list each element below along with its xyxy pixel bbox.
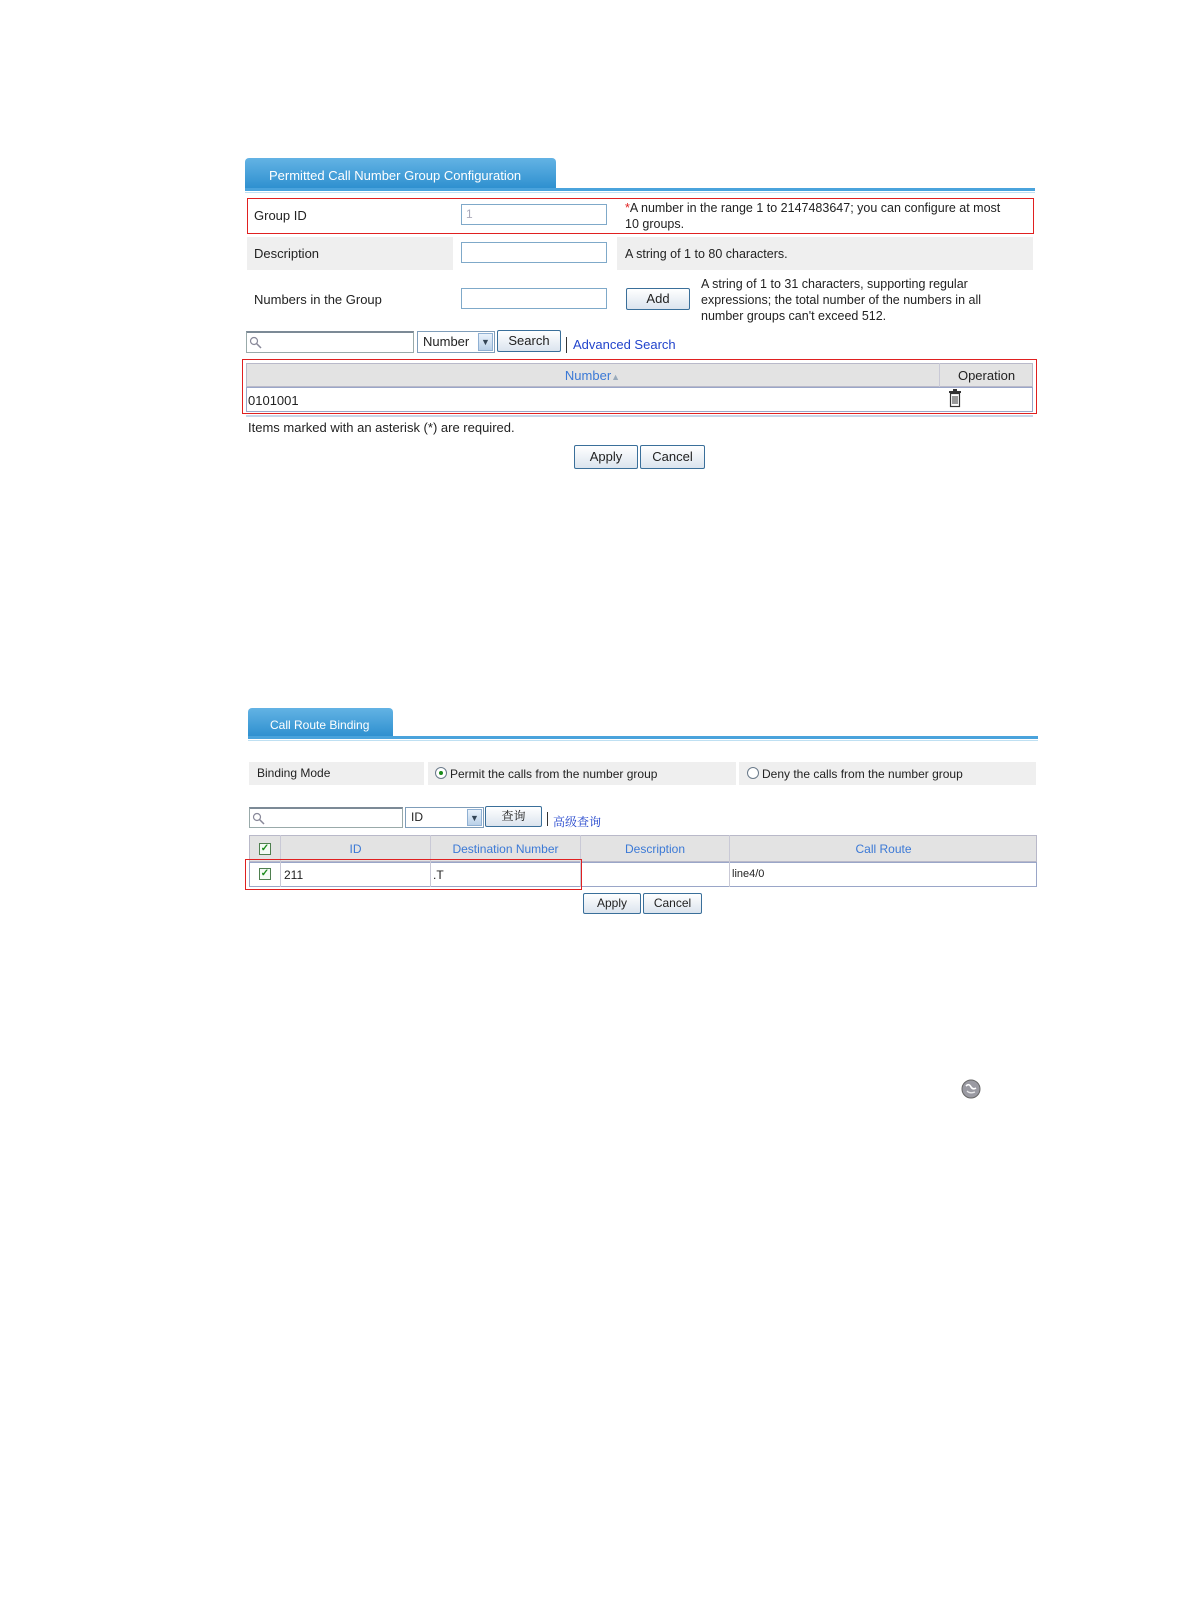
numbers-hint	[701, 276, 1031, 324]
number-search-input[interactable]	[246, 331, 414, 353]
search-button[interactable]: Search	[497, 330, 561, 352]
search-icon	[252, 812, 266, 826]
cancel-button[interactable]: Cancel	[640, 445, 705, 469]
group-id-hint-line2: 10 groups.	[625, 217, 685, 231]
binding-mode-label: Binding Mode	[257, 766, 331, 780]
route-advanced-search-link[interactable]: 高级查询	[553, 815, 602, 829]
binding-cancel-button[interactable]: Cancel	[643, 893, 702, 914]
permit-label: Permit the calls from the number group	[450, 767, 658, 781]
table-bottom-line	[246, 415, 1033, 417]
advanced-search-link[interactable]: Advanced Search	[573, 337, 676, 352]
group-id-hint-line1: A number in the range 1 to 2147483647; you can configure at most	[629, 201, 1001, 215]
highlight-group-id	[247, 198, 1034, 234]
chevron-down-icon: ▼	[478, 333, 493, 351]
col-route-header[interactable]: Call Route	[855, 842, 912, 856]
route-search-field-value: ID	[411, 810, 423, 824]
highlight-binding-row	[245, 859, 582, 890]
numbers-hint-line1: A string of 1 to 31 characters, supporting regular	[701, 277, 968, 291]
col-desc-header[interactable]: Description	[624, 842, 686, 856]
id-cell: 211	[284, 868, 304, 882]
dest-cell: .T	[433, 868, 444, 882]
radio-selected-dot	[439, 771, 443, 775]
tab-underline	[248, 736, 1038, 739]
search-icon	[249, 336, 263, 350]
apply-button[interactable]: Apply	[574, 445, 638, 469]
chevron-down-icon: ▼	[467, 809, 482, 826]
binding-mode-gap2	[736, 762, 739, 785]
tab-group-config-label: Permitted Call Number Group Configuration	[269, 168, 522, 183]
description-hint: A string of 1 to 80 characters.	[625, 247, 788, 261]
tab-underline-light	[248, 740, 1038, 741]
tab-call-route-binding[interactable]	[248, 708, 393, 737]
group-id-input[interactable]: 1	[461, 204, 607, 225]
description-label: Description	[254, 246, 320, 261]
col-divider	[729, 862, 730, 887]
route-search-field-select[interactable]	[405, 807, 484, 828]
route-search-button[interactable]: 查询	[485, 806, 542, 827]
col-operation-header: Operation	[957, 368, 1016, 383]
tab-call-route-binding-label: Call Route Binding	[270, 718, 370, 732]
separator	[566, 337, 567, 353]
numbers-label: Numbers in the Group	[254, 292, 382, 307]
numbers-input[interactable]	[461, 288, 607, 309]
route-cell: line4/0	[732, 868, 765, 880]
separator	[547, 812, 548, 826]
numbers-hint-line2: expressions; the total number of the numbers in all	[701, 293, 982, 307]
deny-radio[interactable]	[747, 767, 759, 779]
description-input[interactable]	[461, 242, 607, 263]
col-id-header[interactable]: ID	[349, 842, 362, 856]
sort-up-icon: ▲	[611, 372, 621, 382]
globe-phone-icon	[961, 1079, 981, 1099]
add-number-button[interactable]: Add	[626, 288, 690, 310]
search-field-select[interactable]	[417, 331, 495, 353]
select-all-checkbox[interactable]: ✓	[260, 843, 270, 854]
search-field-value: Number	[423, 334, 470, 349]
tab-underline-light	[245, 192, 1035, 193]
binding-mode-gap	[424, 762, 428, 785]
numbers-hint-line3: number groups can't exceed 512.	[701, 309, 887, 323]
binding-apply-button[interactable]: Apply	[583, 893, 641, 914]
col-dest-header[interactable]: Destination Number	[452, 842, 559, 856]
col-number-label: Number	[564, 368, 612, 383]
tab-group-config[interactable]	[245, 158, 556, 189]
row-checkbox[interactable]: ✓	[260, 868, 270, 879]
highlight-numbers-table	[242, 359, 1037, 414]
tab-underline	[245, 188, 1035, 191]
route-search-input[interactable]	[249, 807, 403, 828]
deny-label: Deny the calls from the number group	[762, 767, 963, 781]
permit-radio[interactable]	[435, 767, 447, 779]
required-asterisk: *	[625, 201, 630, 215]
required-note: Items marked with an asterisk (*) are required.	[248, 420, 515, 435]
group-id-label: Group ID	[254, 208, 307, 223]
number-cell: 0101001	[248, 393, 299, 408]
